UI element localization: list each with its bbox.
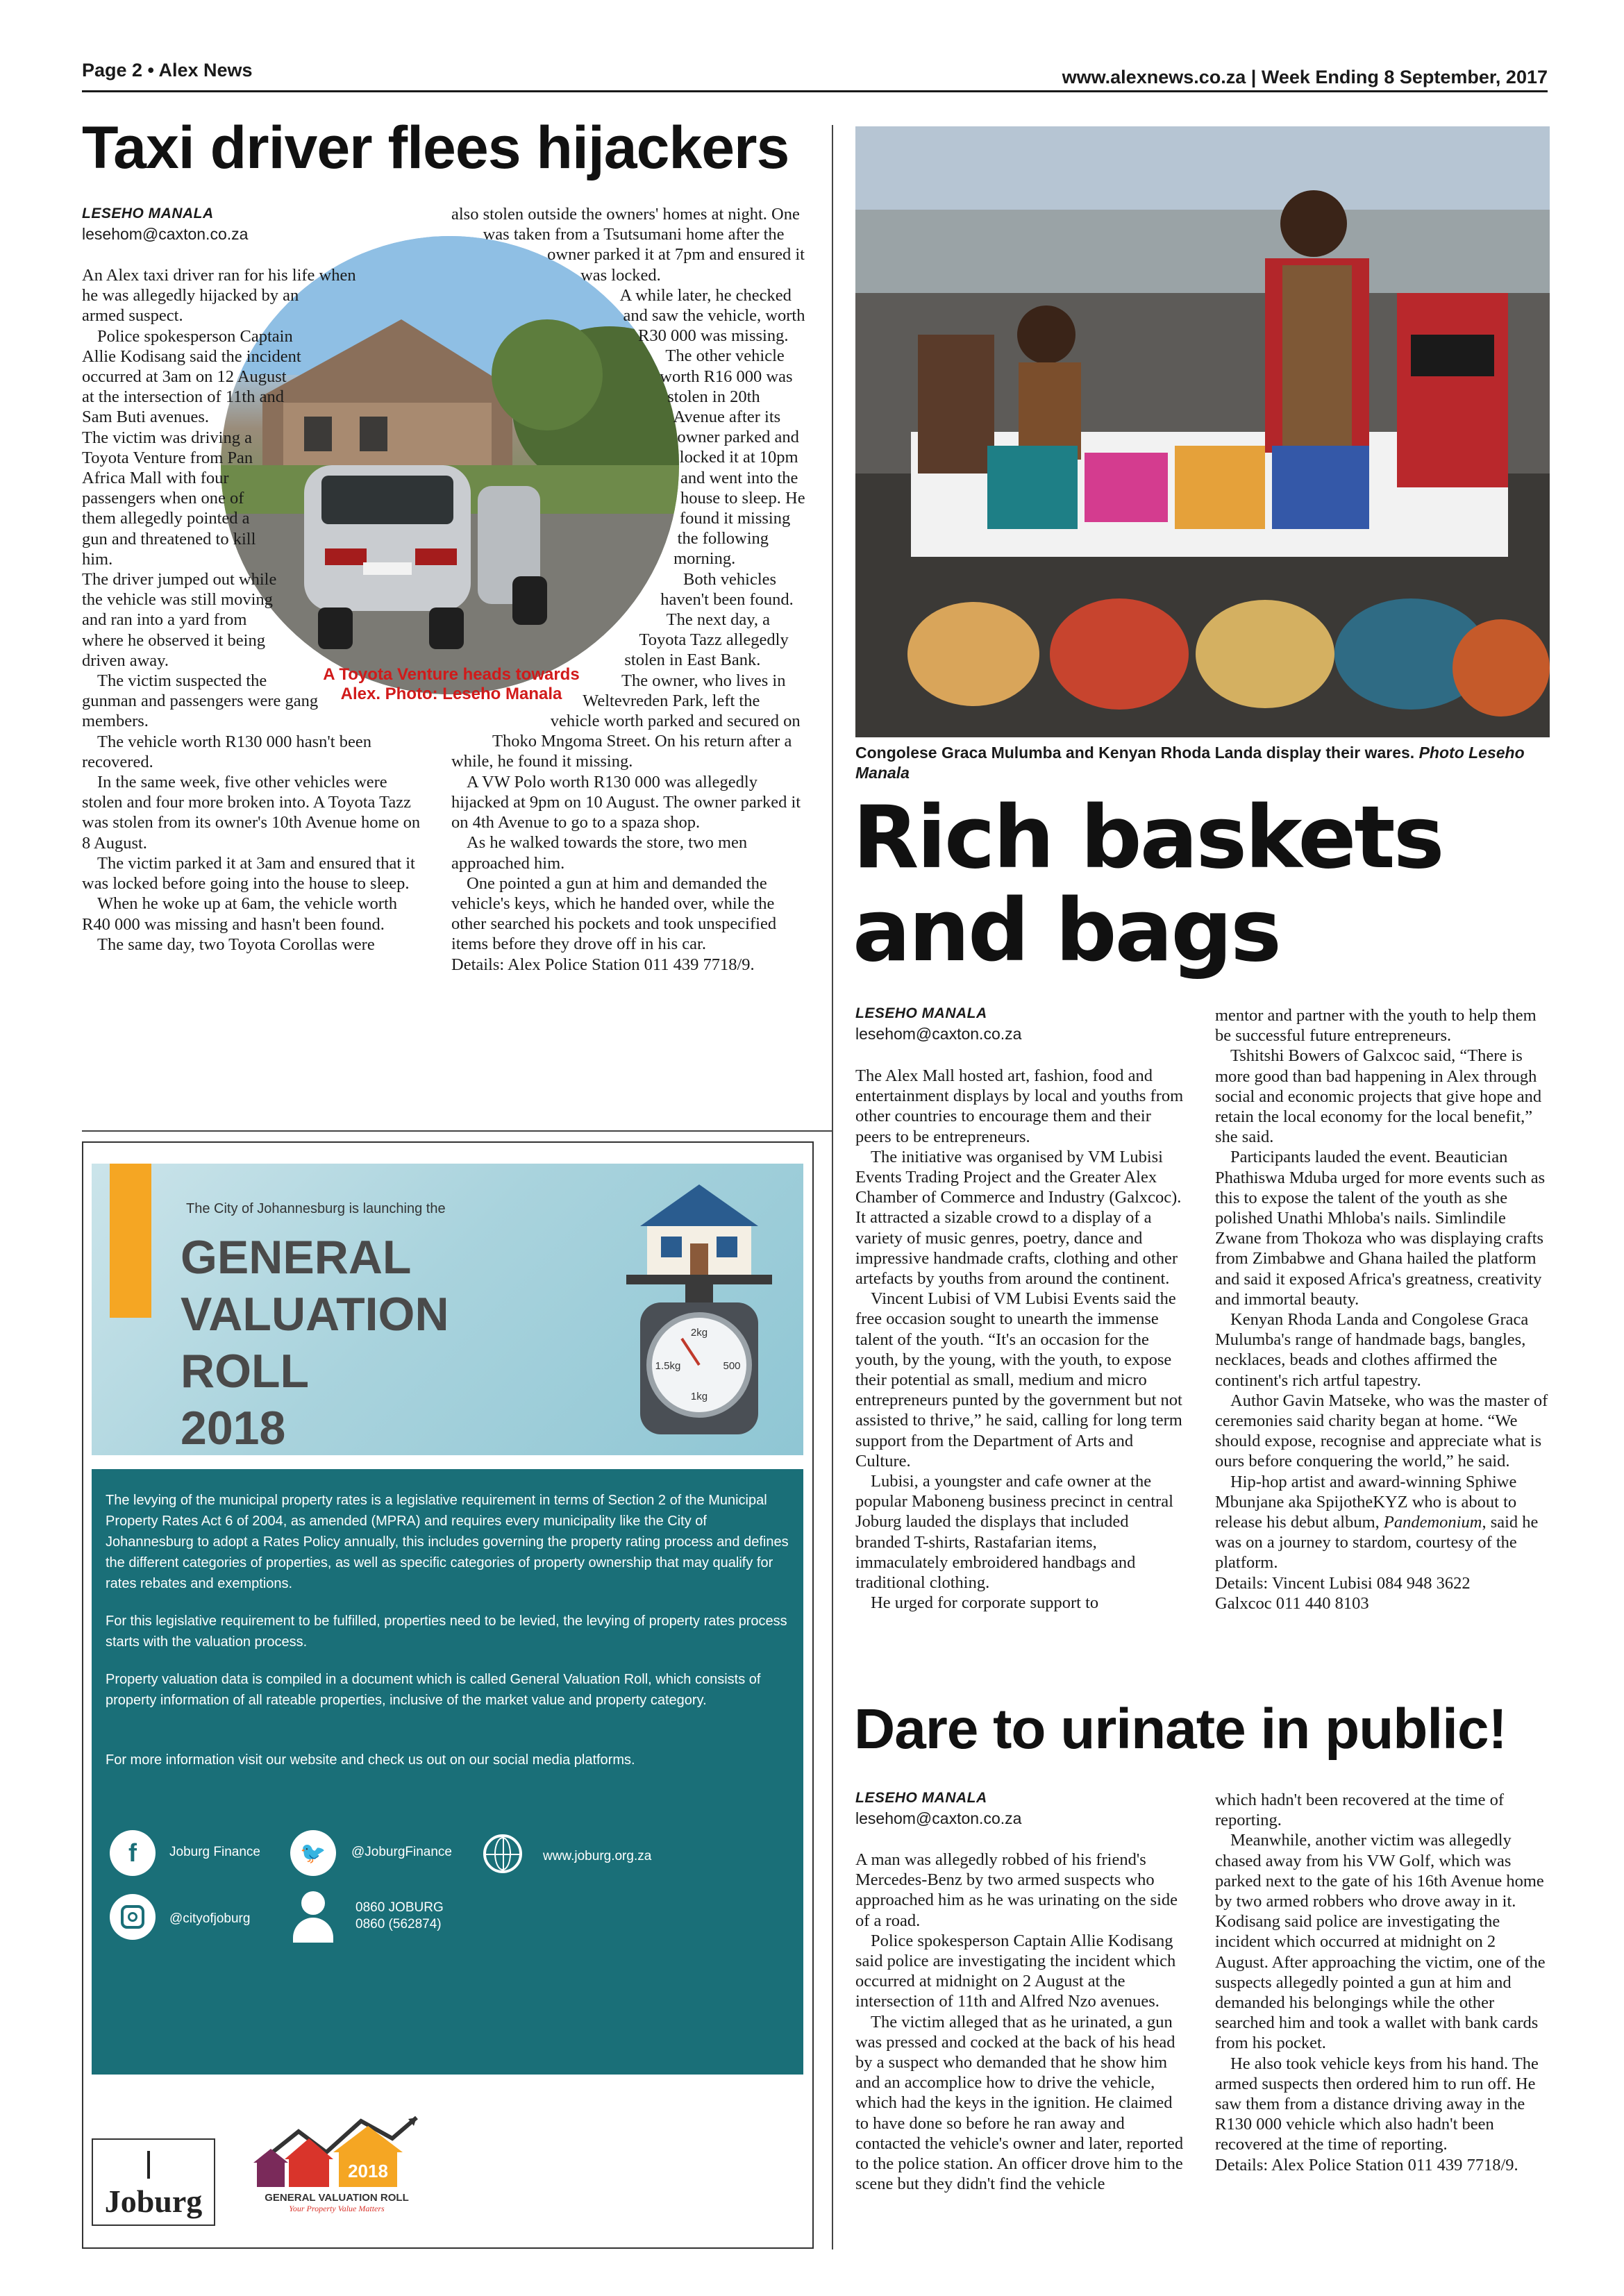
paragraph: Author Gavin Matseke, who was the master of ceremonies said charity began at home. “We should expose, recognise and appreciate what is ours before conquering the world,” he said. — [1215, 1391, 1548, 1471]
byline-email: lesehom@caxton.co.za — [855, 1809, 1022, 1827]
scale-label: 500 — [723, 1360, 741, 1372]
twitter-icon[interactable]: 🐦 — [290, 1830, 336, 1876]
paragraph: An Alex taxi driver ran for his life when he was allegedly hijacked by an armed suspect. — [82, 266, 356, 326]
baskets-column-1 — [855, 1066, 1187, 1613]
urinate-column-2 — [1215, 1790, 1548, 2175]
column-rule — [832, 125, 833, 1132]
photo-caption: A Toyota Venture heads towards Alex. Photo: Leseho Manala — [323, 665, 580, 703]
album-title: Pandemonium — [1383, 1513, 1482, 1532]
gvr-year: 2018 — [348, 2161, 388, 2181]
twitter-handle: @JoburgFinance — [351, 1845, 452, 1859]
paragraph: He urged for corporate support to — [871, 1593, 1099, 1613]
column-rule — [832, 1130, 833, 2249]
gvr-logo-graphic — [250, 2111, 424, 2187]
globe-icon[interactable] — [483, 1834, 522, 1873]
urinate-byline-block — [855, 1790, 1189, 1828]
text-run: , said he was on a journey to stardom, courtesy of the platform. — [1215, 1513, 1539, 1573]
paragraph: The driver jumped out while the vehicle was still moving and ran into a yard from where he observed it being driven away. — [82, 570, 277, 670]
paragraph: He also took vehicle keys from his hand. The armed suspects then ordered him to run off. He saw them from a distance driving away in the R130 000 vehicle which also hadn't been recovered at the time of reporting. — [1215, 2054, 1539, 2154]
paragraph: The same day, two Toyota Corollas were — [97, 935, 375, 954]
headline-line: and bags — [853, 881, 1280, 981]
paragraph: The victim was driving a Toyota Venture from Pan Africa Mall with four passengers when one of them allegedly pointed a gun and threatened to kill him. — [82, 428, 256, 569]
paragraph — [1215, 1472, 1548, 1573]
paragraph: Meanwhile, another victim was allegedly chased away from his VW Golf, which was parked next to the gate of his 16th Avenue home by two armed robbers who drove away in it. Kodisang said police are investigating the incident which occurred at midnight on 2 August. After approaching the victim, one of the suspects allegedly pointed a gun at him and demanded his belongings while the other searched him and took a wallet with bank cards from his pocket. — [1215, 1831, 1546, 2053]
headline-line: Rich baskets — [853, 788, 1443, 888]
byline: LESEHO MANALA — [855, 1790, 987, 1806]
call-centre-icon — [290, 1888, 336, 1944]
urinate-headline: Dare to urinate in public! — [854, 1698, 1507, 1761]
joburg-logo — [92, 2138, 215, 2226]
advert-paragraph: Property valuation data is compiled in a document which is called General Valuation Roll, which consists of property information of all rateable properties, inclusive of the market value and property category. — [106, 1672, 761, 1708]
phone-number: 0860 JOBURG — [355, 1900, 444, 1915]
gvr-title: GENERAL VALUATION ROLL — [265, 2192, 409, 2204]
baskets-headline — [853, 788, 1443, 981]
byline: LESEHO MANALA — [855, 1005, 987, 1021]
paragraph: A VW Polo worth R130 000 was allegedly hijacked at 9pm on 10 August. The owner parked it on 4th Avenue to go to a spaza shop. — [451, 772, 801, 832]
byline-email: lesehom@caxton.co.za — [855, 1025, 1022, 1043]
paragraph: As he walked towards the store, two men approached him. — [451, 833, 748, 873]
paragraph: In the same week, five other vehicles were stolen and four more broken into. A Toyota Tazz was stolen from its owner's 10th Avenue home on 8 August. — [82, 773, 421, 853]
paragraph: The owner, who lives in Weltevreden Park, left the vehicle worth parked and secured on Thoko Mngoma Street. On his return after a while, he found it missing. — [451, 671, 801, 771]
paragraph: Police spokesperson Captain Allie Kodisang said police are investigating the incident which occurred at midnight on 2 August at the intersection of 11th and Alfred Nzo avenues. — [855, 1931, 1176, 2011]
photo-credit: Photo Leseho Manala — [855, 744, 1525, 782]
baskets-byline-block — [855, 1005, 1189, 1044]
joburg-logo-mark — [147, 2151, 150, 2179]
advert-paragraph: For this legislative requirement to be fulfilled, properties need to be levied, the levying of property rates process starts with the valuation process. — [106, 1614, 787, 1650]
paragraph: Vincent Lubisi of VM Lubisi Events said the free occasion sought to unearth the immense talent of the youth. “It's an occasion for the youth, by the young, with the youth, to expose their potential as small, medium and micro entrepreneurs punted by the government but not assisted to thrive,” he said, calling for long term support from the Department of Arts and Culture. — [855, 1289, 1182, 1470]
photo-caption — [855, 743, 1550, 783]
advert-title — [181, 1229, 449, 1457]
scale-label: 1kg — [690, 1391, 708, 1402]
title-line: ROLL — [181, 1345, 310, 1398]
text-run: Hip-hop artist and award-winning Sphiwe Mbunjane aka SpijotheKYZ who is about to release his debut album, — [1215, 1472, 1517, 1532]
taxi-column-1 — [82, 265, 429, 955]
paragraph: The victim parked it at 3am and ensured that it was locked before going into the house to sleep. — [82, 853, 415, 894]
joburg-wordmark: Joburg — [104, 2184, 203, 2219]
paragraph: which hadn't been recovered at the time of reporting. — [1215, 1791, 1504, 1830]
paragraph: Details: Alex Police Station 011 439 7718/9. — [451, 955, 755, 974]
instagram-handle: @cityofjoburg — [169, 1911, 251, 1926]
paragraph: Both vehicles haven't been found. — [660, 569, 794, 609]
paragraph: Kenyan Rhoda Landa and Congolese Graca Mulumba's range of handmade bags, bangles, necklaces, beads and clothes affirmed the continent's rich artful tapestry. — [1215, 1310, 1529, 1390]
byline-email: lesehom@caxton.co.za — [82, 225, 249, 243]
paragraph: The initiative was organised by VM Lubisi Events Trading Project and the Greater Alex Chamber of Commerce and Industry (Galxcoc). It attracted a sizable crowd to a display of a variety of music genres, poetry, dance and impressive handmade crafts, clothing and other artefacts by youths from around the continent. — [855, 1147, 1182, 1289]
paragraph: The victim suspected the gunman and passengers were gang members. — [82, 671, 319, 731]
phone-number: 0860 (562874) — [355, 1917, 442, 1932]
scale-house-illustration — [598, 1178, 800, 1455]
paragraph: Lubisi, a youngster and cafe owner at the popular Maboneng business precinct in central Joburg lauded the displays that included branded T-shirts, Rastafarian items, immaculately embroidered handbags and traditional clothing. — [855, 1472, 1173, 1593]
column-rule-horizontal — [82, 1130, 832, 1132]
page-folio: Page 2 • Alex News — [82, 60, 253, 81]
instagram-icon[interactable] — [110, 1894, 156, 1940]
paragraph: Details: Alex Police Station 011 439 7718/9. — [1215, 2155, 1518, 2175]
advert-more-info: For more information visit our website and check us out on our social media platforms. — [106, 1752, 635, 1768]
paragraph: mentor and partner with the youth to help them be successful future entrepreneurs. — [1215, 1006, 1537, 1046]
title-line: 2018 — [181, 1402, 286, 1455]
header-rule — [82, 90, 1548, 92]
caption-text: Congolese Graca Mulumba and Kenyan Rhoda Landa display their wares. — [855, 744, 1415, 762]
baskets-column-2 — [1215, 1005, 1548, 1614]
photo-illustration — [855, 126, 1550, 737]
gvr-tagline: Your Property Value Matters — [289, 2204, 385, 2213]
taxi-headline: Taxi driver flees hijackers — [82, 115, 789, 181]
scale-label: 1.5kg — [655, 1360, 681, 1372]
paragraph: One pointed a gun at him and demanded the vehicle's keys, which he handed over, while the other searched his pockets and took unspecified items before they drove off in his car. — [451, 873, 777, 954]
paragraph: When he woke up at 6am, the vehicle worth R40 000 was missing and hasn't been found. — [82, 894, 398, 934]
website-link[interactable]: www.joburg.org.za — [543, 1849, 652, 1863]
gvr-logo — [250, 2111, 424, 2229]
paragraph: Tshitshi Bowers of Galxcoc said, “There is more good than bad happening in Alex through social and economic projects that give hope and retain the local economy for the local benefit,” she said. — [1215, 1046, 1542, 1147]
paragraph: also stolen outside the owners' homes at night. One was taken from a Tsutsumani home after the owner parked it at 7pm and ensured it was locked. — [451, 205, 805, 285]
urinate-column-1 — [855, 1850, 1187, 2194]
details-line: Galxcoc 011 440 8103 — [1215, 1593, 1369, 1613]
paragraph: The next day, a Toyota Tazz allegedly stolen in East Bank. — [624, 610, 789, 670]
advert-intro: The City of Johannesburg is launching the — [186, 1201, 446, 1216]
title-line: VALUATION — [181, 1288, 449, 1341]
paragraph: The Alex Mall hosted art, fashion, food and entertainment displays by local and youths from other countries to encourage them and their peers to be entrepreneurs. — [855, 1066, 1184, 1146]
paragraph: The vehicle worth R130 000 hasn't been recovered. — [82, 732, 371, 771]
paragraph: The other vehicle worth R16 000 was stolen in 20th Avenue after its owner parked and locked it at 10pm and went into the house to sleep. He found it missing the following morning. — [660, 346, 805, 569]
paragraph: The victim alleged that as he urinated, a gun was pressed and cocked at the back of his head by a suspect who demanded that he show him and an accomplice how to drive the vehicle, which had the keys in the ignition. He claimed to have done so before he ran away and contacted the vehicle's owner and later, reported to the police station. An officer drove him to the scene but they didn't find the vehicle — [855, 2012, 1184, 2194]
orange-accent-bar — [110, 1164, 151, 1318]
title-line: GENERAL — [181, 1231, 412, 1284]
paragraph: Police spokesperson Captain Allie Kodisang said the incident occurred at 3am on 12 August at the intersection of 11th and Sam Buti avenues. — [82, 326, 301, 427]
paragraph: A man was allegedly robbed of his friend's Mercedes-Benz by two armed suspects who approached him as he was urinating on the side of a road. — [855, 1850, 1178, 1930]
facebook-handle: Joburg Finance — [169, 1845, 260, 1859]
byline: LESEHO MANALA — [82, 206, 214, 221]
paragraph: Participants lauded the event. Beautician Phathiswa Mduba urged for more events such as this to expose the talent of the youth as she polished Unathi Mhloba's nails. Simlindile Zwane from Thokoza who was displaying crafts from Zimbabwe and Ghana hailed the platform and said it exposed Africa's greatness, creativity and immortal beauty. — [1215, 1148, 1546, 1309]
facebook-icon[interactable]: f — [110, 1830, 156, 1876]
details-line: Details: Vincent Lubisi 084 948 3622 — [1215, 1573, 1471, 1593]
market-stall-photo — [855, 126, 1550, 737]
taxi-column-2 — [451, 204, 811, 975]
site-and-date: www.alexnews.co.za | Week Ending 8 September, 2017 — [1062, 67, 1548, 87]
advert-paragraph: The levying of the municipal property rates is a legislative requirement in terms of Section 2 of the Municipal Property Rates Act 6 of 2004, as amended (MPRA) and requires every municipality like the City of Johannesburg to adopt a Rates Policy annually, this includes governing the property rating process and defines the different categories of properties, as well as specific categories of property ownership that may qualify for rates rebates and exemptions. — [106, 1493, 789, 1591]
paragraph: A while later, he checked and saw the vehicle, worth R30 000 was missing. — [619, 285, 805, 346]
scale-label: 2kg — [690, 1327, 708, 1339]
